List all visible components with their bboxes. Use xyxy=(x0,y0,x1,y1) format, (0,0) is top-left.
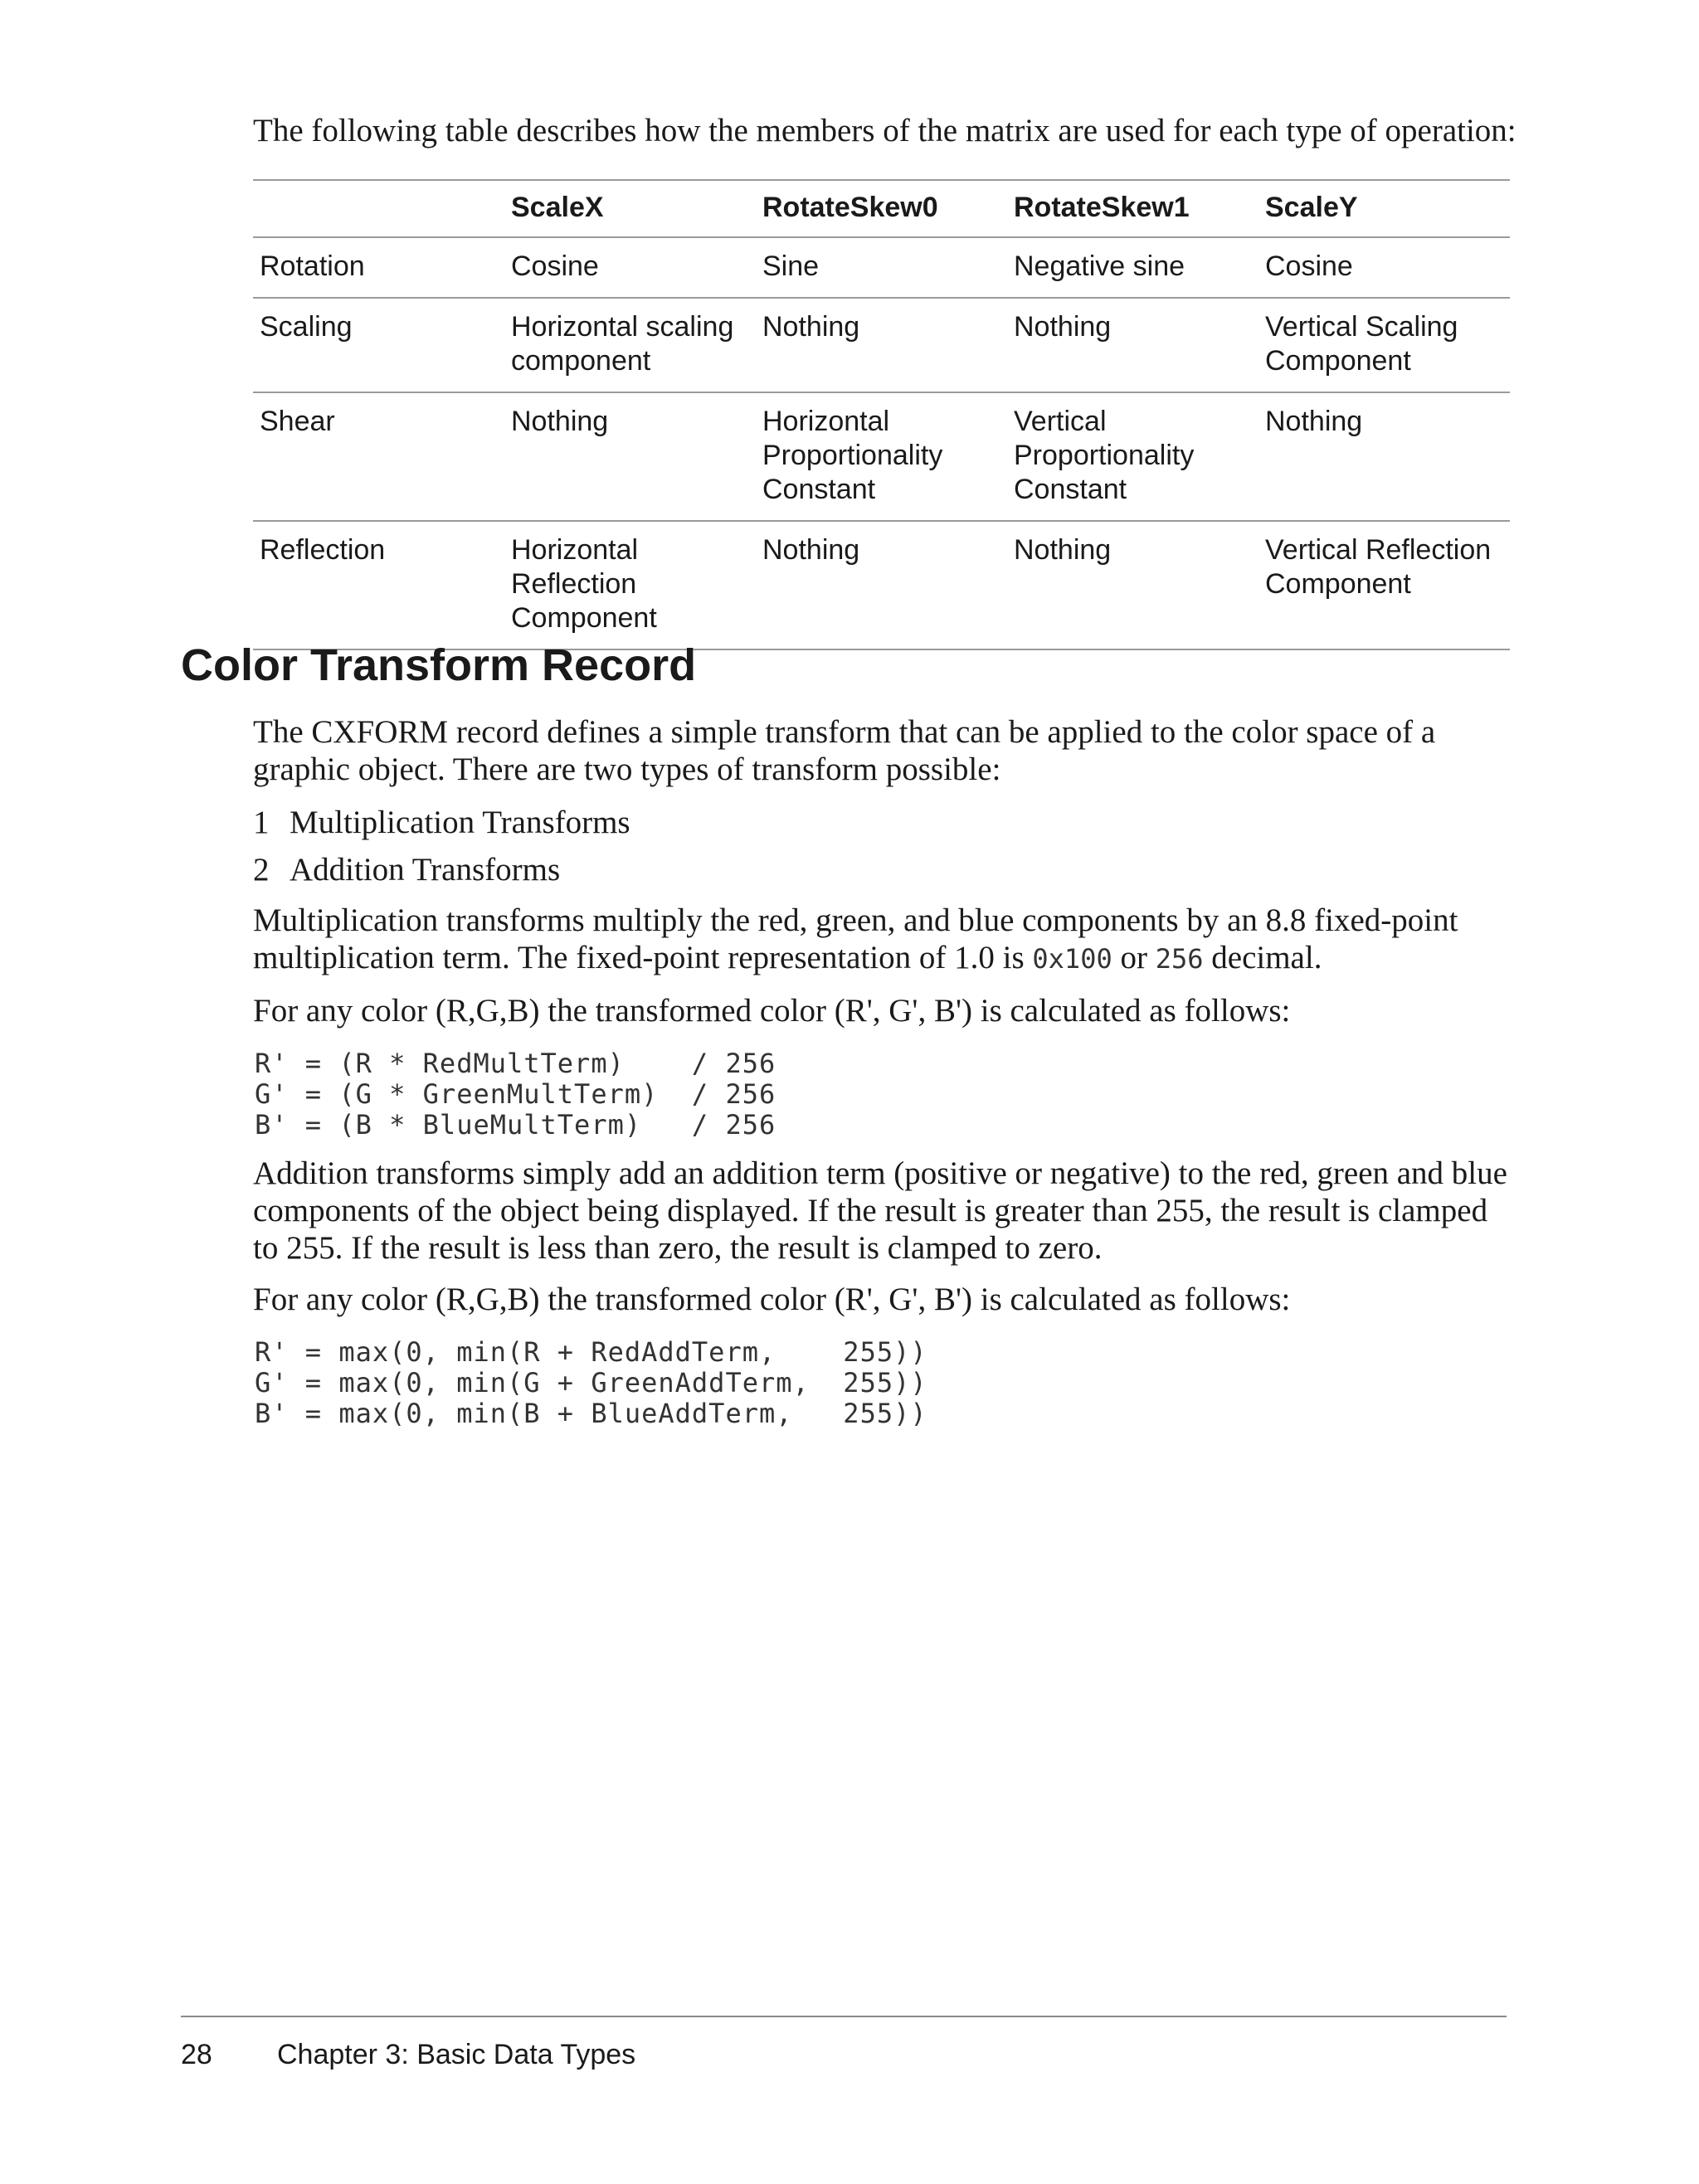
table-header-cell: ScaleY xyxy=(1258,180,1510,237)
table-cell: Nothing xyxy=(756,521,1007,649)
list-number: 1 xyxy=(253,805,270,840)
inline-code: 256 xyxy=(1155,943,1204,975)
table-header-cell: ScaleX xyxy=(504,180,756,237)
table-cell: Nothing xyxy=(504,392,756,521)
table-cell: Shear xyxy=(253,392,504,521)
intro-paragraph: The following table describes how the members of the matrix are used for each type of operation: xyxy=(253,113,1516,148)
table-cell: Cosine xyxy=(504,237,756,298)
table-header-cell: RotateSkew0 xyxy=(756,180,1007,237)
table-cell: Scaling xyxy=(253,298,504,392)
inline-code: 0x100 xyxy=(1032,943,1112,975)
list-item xyxy=(253,803,630,843)
table-row xyxy=(253,521,1510,649)
table-cell: Cosine xyxy=(1258,237,1510,298)
footer-divider xyxy=(181,2016,1507,2017)
list-item-text: Multiplication Transforms xyxy=(290,805,630,840)
list-item xyxy=(253,850,560,890)
table-cell: Rotation xyxy=(253,237,504,298)
paragraph-text: Multiplication transforms multiply the red, green, and blue components by an 8.8 fixed-point multiplication term. The fixed-point representation of 1.0 is xyxy=(253,902,1458,975)
table-cell: Horizontal Reflection Component xyxy=(504,521,756,649)
formula-intro-paragraph: For any color (R,G,B) the transformed color (R', G', B') is calculated as follows: xyxy=(253,1282,1291,1317)
chapter-title: Chapter 3: Basic Data Types xyxy=(277,2039,636,2070)
multiplication-paragraph xyxy=(253,902,1514,978)
table-row xyxy=(253,298,1510,392)
addition-paragraph: Addition transforms simply add an addition term (positive or negative) to the red, green and blue components of the object being displayed. If the result is greater than 255, the result is clamped to 255. If the result is less than zero, the result is clamped to zero. xyxy=(253,1155,1507,1266)
table-header-cell: RotateSkew1 xyxy=(1007,180,1258,237)
table-cell: Nothing xyxy=(1258,392,1510,521)
table-cell: Vertical Proportionality Constant xyxy=(1007,392,1258,521)
table-cell: Nothing xyxy=(1007,298,1258,392)
table-cell: Horizontal scaling component xyxy=(504,298,756,392)
table-cell: Vertical Reflection Component xyxy=(1258,521,1510,649)
table-cell: Vertical Scaling Component xyxy=(1258,298,1510,392)
table-row xyxy=(253,392,1510,521)
section-heading: Color Transform Record xyxy=(181,640,697,690)
matrix-usage-table xyxy=(253,179,1510,650)
table-cell: Nothing xyxy=(756,298,1007,392)
table-header-cell xyxy=(253,180,504,237)
table-header-row xyxy=(253,180,1510,237)
table-cell: Negative sine xyxy=(1007,237,1258,298)
page-number: 28 xyxy=(181,2039,212,2070)
table-cell: Horizontal Proportionality Constant xyxy=(756,392,1007,521)
table-cell: Reflection xyxy=(253,521,504,649)
cxform-paragraph: The CXFORM record defines a simple transform that can be applied to the color space of a graphic object. There are two types of transform possible: xyxy=(253,714,1436,787)
formula-intro-paragraph: For any color (R,G,B) the transformed color (R', G', B') is calculated as follows: xyxy=(253,993,1291,1029)
addition-code-block: R' = max(0, min(R + RedAddTerm, 255)) G' = max(0, min(G + GreenAddTerm, 255)) B' = max(0, min(B + BlueAddTerm, 255)) xyxy=(255,1336,927,1429)
table-row xyxy=(253,237,1510,298)
list-item-text: Addition Transforms xyxy=(290,852,561,888)
table-cell: Nothing xyxy=(1007,521,1258,649)
table-cell: Sine xyxy=(756,237,1007,298)
multiplication-code-block: R' = (R * RedMultTerm) / 256 G' = (G * GreenMultTerm) / 256 B' = (B * BlueMultTerm) / 256 xyxy=(255,1048,776,1141)
list-number: 2 xyxy=(253,852,270,888)
paragraph-text: decimal. xyxy=(1203,940,1322,975)
paragraph-text: or xyxy=(1112,940,1156,975)
